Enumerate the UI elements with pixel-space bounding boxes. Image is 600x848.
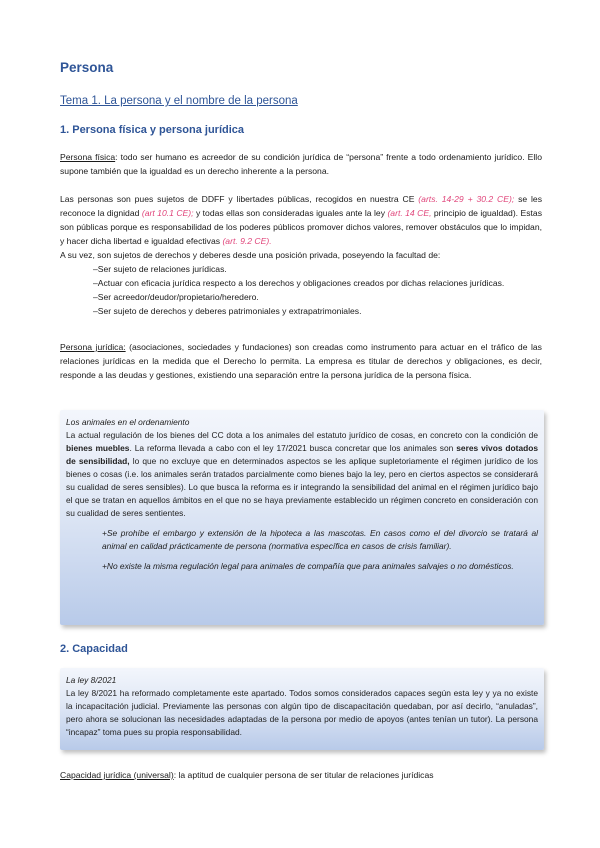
topic-title: Tema 1. La persona y el nombre de la persona [60, 95, 298, 107]
legal-reference: (arts. 14-29 + 30.2 CE); [418, 194, 515, 204]
callout-bold-term: seres vivos dotados de sensibilidad, [66, 443, 538, 466]
paragraph-text: : todo ser humano es acreedor de su condición jurídica de “persona” frente a todo ordenamiento jurídico. Ello supone también que la igualdad es un derecho inherente a la persona. [60, 152, 542, 176]
legal-reference: (art. 9.2 CE). [222, 236, 272, 246]
callout-ley-8-2021 [60, 668, 544, 750]
callout-bullet: +Se prohíbe el embargo y extensión de la hipoteca a las mascotas. En casos como el del divorcio se tratará al animal en calidad prácticamente de persona (normativa específica en casos de crisis familiar). [102, 528, 538, 551]
callout-text-part: lo que no excluye que en determinados aspectos se les aplique supletoriamente el régimen jurídico de los bienes o cosas (i.e. los animales serán tratados parcialmente como bienes bajo la ley, pero en ciertos aspectos se considerará su cualidad de seres sensibles). Lo que busca la reforma es ir integrando la sensibilidad del animal en el régimen jurídico bajo el que se tratan en aquellos ámbitos en el que no se haya previamente establecido un régimen concreto en consideración con su cualidad de seres sentientes. [66, 456, 538, 518]
list-item: –Ser sujeto de relaciones jurídicas. [93, 264, 227, 274]
paragraph-text: A su vez, son sujetos de derechos y deberes desde una posición privada, poseyendo la facultad de: [60, 250, 441, 260]
callout-text-part: La actual regulación de los bienes del CC dota a los animales del estatuto jurídico de cosas, en concreto con la condición de [66, 430, 538, 440]
term-capacidad-juridica: Capacidad jurídica (universal) [60, 770, 174, 780]
term-persona-juridica: Persona jurídica: [60, 342, 126, 352]
paragraph-persona-juridica [60, 340, 542, 382]
callout-body [66, 674, 538, 739]
faculties-list [93, 262, 543, 318]
paragraph-persona-fisica [60, 150, 542, 178]
paragraph-text: y todas ellas son consideradas iguales ante la ley [193, 208, 388, 218]
paragraph-text: Las personas son pues sujetos de DDFF y libertades públicas, recogidos en nuestra CE [60, 194, 419, 204]
paragraph-capacidad-juridica [60, 768, 542, 782]
legal-reference: (art 10.1 CE); [141, 208, 194, 218]
list-item: –Actuar con eficacia jurídica respecto a los derechos y obligaciones creados por dichas relaciones jurídicas. [93, 278, 505, 288]
callout-bullet: +No existe la misma regulación legal para animales de compañía que para animales salvajes o no domésticos. [102, 561, 514, 571]
paragraph-text: principio de igualdad). Estas son públicas porque es responsabilidad de los poderes públicos promover dichos valores, remover obstáculos que lo impidan, y hacer dicha libertad e igualdad efectivas [60, 208, 542, 246]
callout-animales [60, 410, 544, 625]
list-item: –Ser sujeto de derechos y deberes patrimoniales y extrapatrimoniales. [93, 306, 362, 316]
callout-bold-term: bienes muebles [66, 443, 130, 453]
paragraph-text: (asociaciones, sociedades y fundaciones) son creadas como instrumento para actuar en el tráfico de las relaciones jurídicas en la medida que el Derecho lo permita. La empresa es titular de derechos y obligaciones, es decir, responde a las deudas y gestiones, existiendo una separación entre la persona jurídica de la persona física. [60, 342, 542, 380]
page-title: Persona [60, 60, 114, 75]
paragraph-text: : la aptitud de cualquier persona de ser titular de relaciones jurídicas [173, 770, 434, 780]
paragraph-text: se les reconoce la dignidad [60, 194, 542, 218]
callout-title: La ley 8/2021 [66, 675, 117, 685]
callout-text [66, 429, 538, 520]
legal-reference: (art. 14 CE, [387, 208, 432, 218]
callout-title: Los animales en el ordenamiento [66, 417, 190, 427]
paragraph-derechos [60, 192, 542, 262]
term-persona-fisica: Persona física [60, 152, 116, 162]
section-heading-1: 1. Persona física y persona jurídica [60, 124, 245, 136]
section-heading-2: 2. Capacidad [60, 643, 128, 655]
list-item: –Ser acreedor/deudor/propietario/heredero. [93, 292, 259, 302]
callout-text: La ley 8/2021 ha reformado completamente este apartado. Todos somos considerados capaces según esta ley y ya no existe la incapacitación judicial. Previamente las personas con algún tipo de discapacitación quedaban, por así decirlo, “anuladas”, pero ahora se solucionan las necesidades adaptadas de la persona por medio de apoyos (antes tenían un tutor). La persona “incapaz” toma pues su propia responsabilidad. [66, 688, 538, 737]
callout-text-part: . La reforma llevada a cabo con el ley 17/2021 busca concretar que los animales son [129, 443, 457, 453]
callout-body [66, 416, 538, 573]
